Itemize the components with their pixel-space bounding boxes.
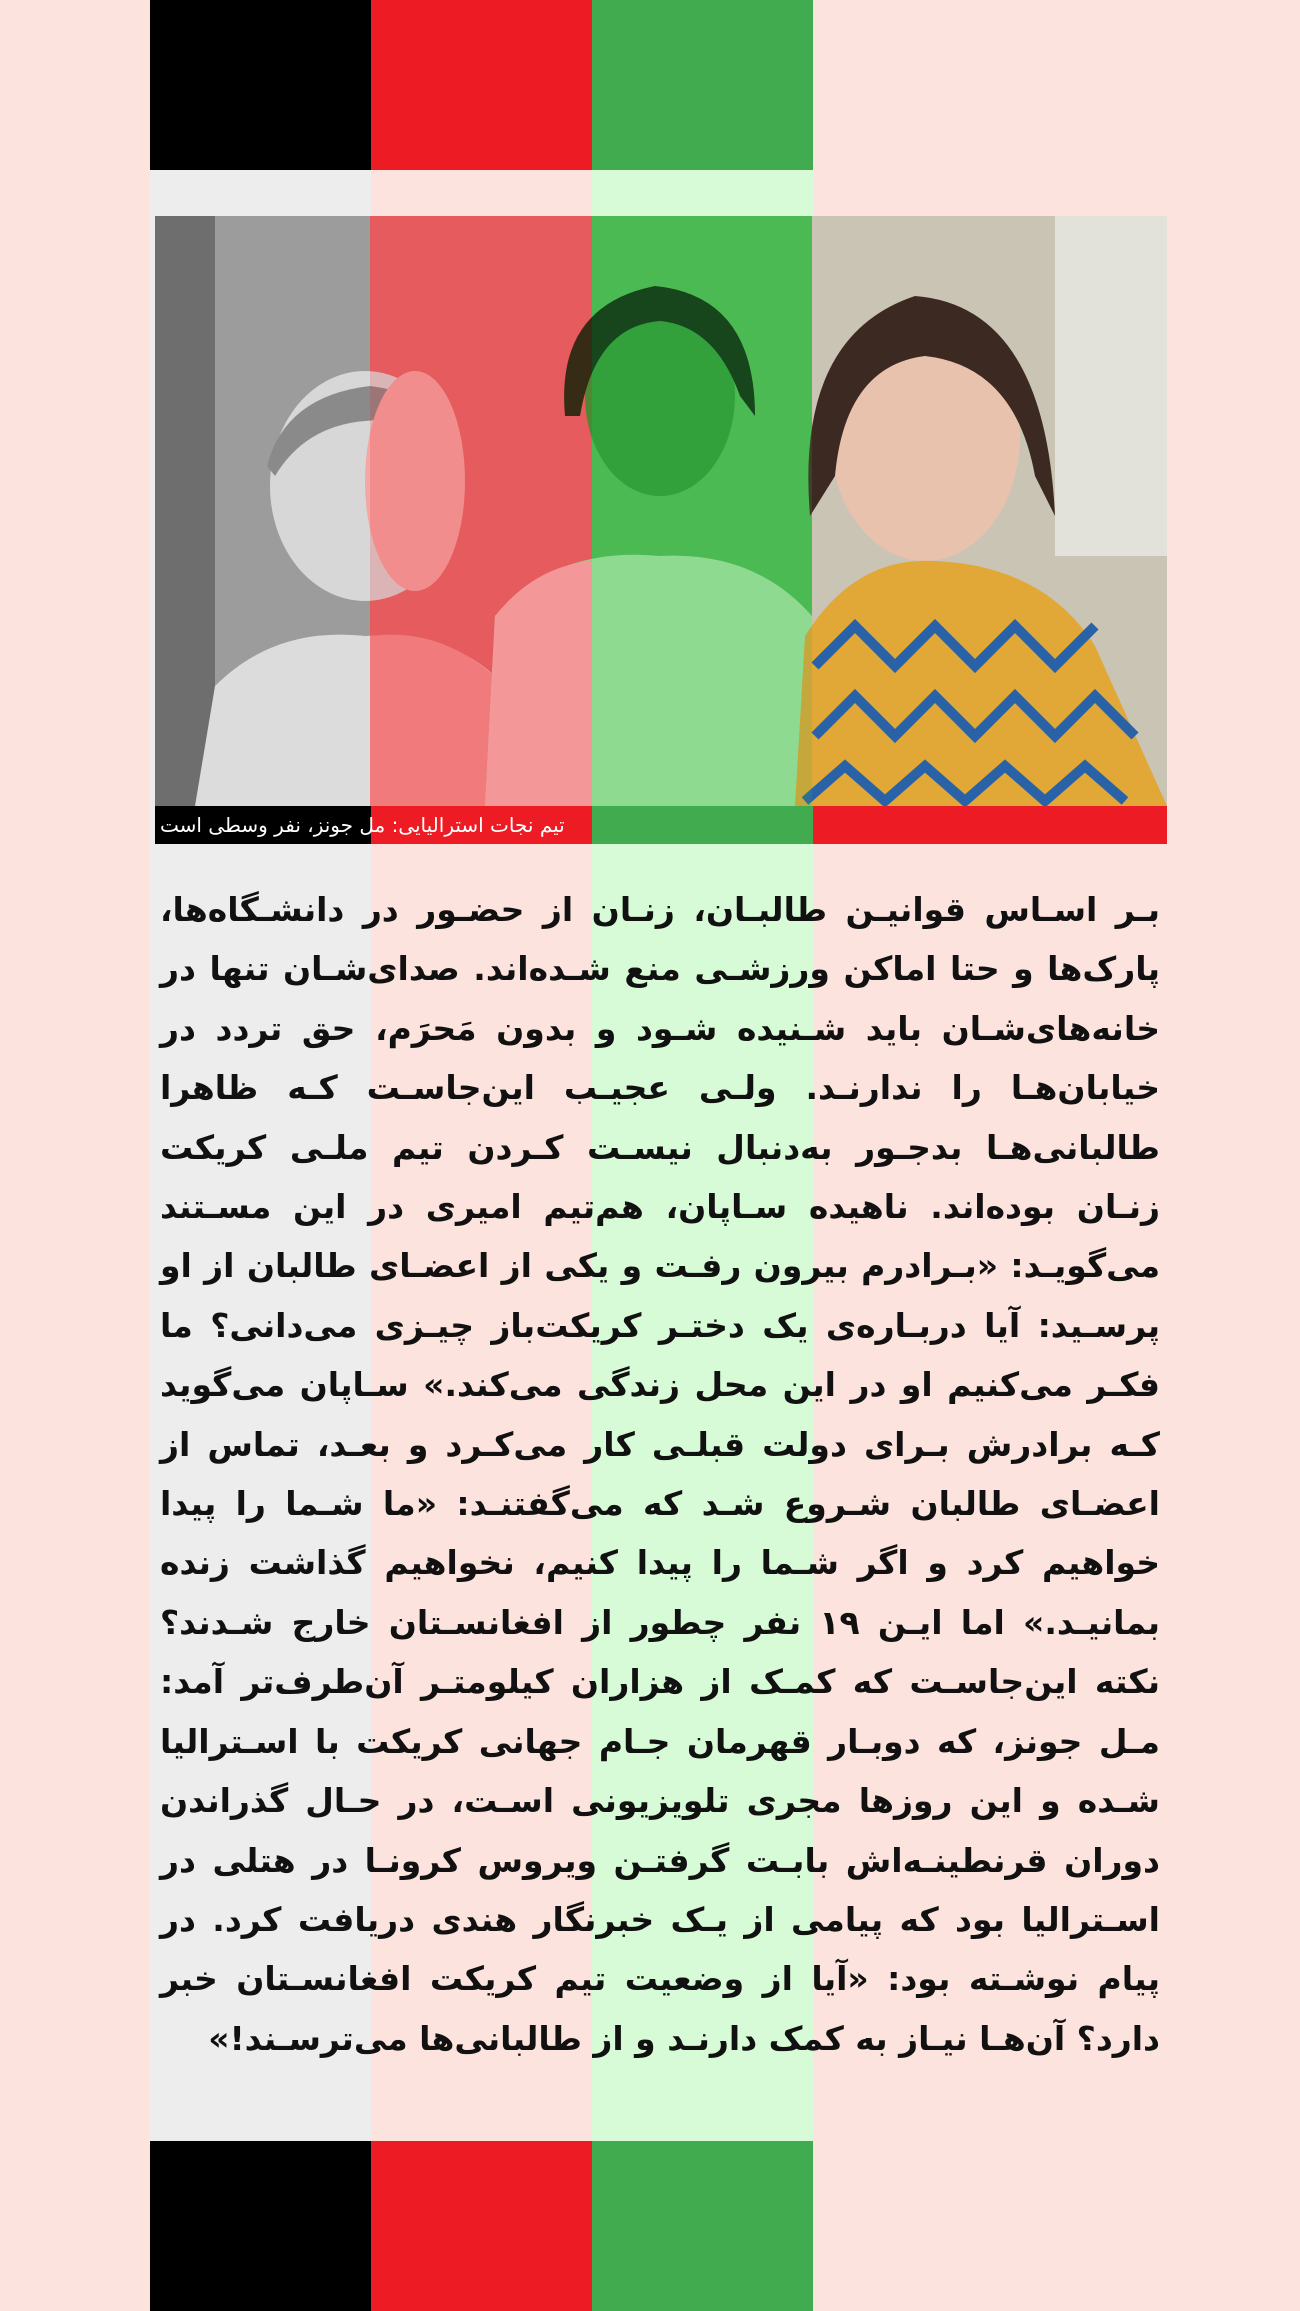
photo-caption: تیم نجات استرالیایی: مل جونز، نفر وسطی است [160, 813, 565, 837]
flag-stripe-red [371, 2141, 592, 2311]
flag-stripe-black [150, 0, 371, 170]
flag-stripe-red [371, 0, 592, 170]
flag-stripes-bottom [150, 2141, 813, 2311]
flag-stripe-black [150, 2141, 371, 2311]
article-paragraph: بـر اسـاس قوانیـن طالبـان، زنـان از حضـور در دانشـگاه‌ها، پارک‌ها و حتا اماکن ورزشـی منع شـده‌اند. صدای‌شـان تنها در خانه‌های‌شـان باید شـنیده شـود و بدون مَحرَم، حق تردد در خیابان‌هـا را ندارنـد. ولـی عجیـب این‌جاسـت کـه ظاهرا طالبانی‌هـا بدجـور به‌دنبال نیسـت کـردن تیم ملـی کریکت زنـان بوده‌اند. ناهیده سـاپان، هم‌تیم امیری در این مسـتند می‌گویـد: «بـرادرم بیرون رفـت و یکی از اعضـای طالبان از او پرسـید: آیا دربـاره‌ی یک دختـر کریکت‌باز چیـزی می‌دانی؟ ما فکـر می‌کنیم او در این محل زندگی می‌کند.» سـاپان می‌گوید کـه برادرش بـرای دولت قبلـی کار می‌کـرد و بعـد، تماس از اعضـای طالبان شـروع شـد که می‌گفتنـد: «ما شـما را پیدا خواهیم کرد و اگر شـما را پیدا کنیم، نخواهیم گذاشت زنده بمانیـد.» اما ایـن ۱۹ نفر چطور از افغانسـتان خارج شـدند؟ نکته این‌جاسـت که کمـک از هزاران کیلومتـر آن‌طرف‌تر آمد: مـل جونز، که دوبـار قهرمان جـام جهانی کریکت با اسـترالیا شـده و این روزها مجری تلویزیونی اسـت، در حـال گذراندن دوران قرنطینـه‌اش بابـت گرفتـن ویروس کرونـا در هتلی در اسـترالیا بود که پیامی از یـک خبرنگار هندی دریافت کرد. در پیام نوشـته بود: «آیا از وضعیت تیم کریکت افغانسـتان خبر دارد؟ آن‌هـا نیـاز به کمک دارنـد و از طالبانی‌ها می‌ترسـند!» [160, 890, 1160, 2058]
flag-stripe-green [592, 2141, 813, 2311]
caption-stripe-red-2 [813, 806, 1167, 844]
photo-illustration [155, 216, 1167, 806]
flag-stripe-green [592, 0, 813, 170]
photo-of-three-women [155, 216, 1167, 806]
article-body [160, 880, 1160, 2068]
flag-stripes-top [150, 0, 813, 170]
